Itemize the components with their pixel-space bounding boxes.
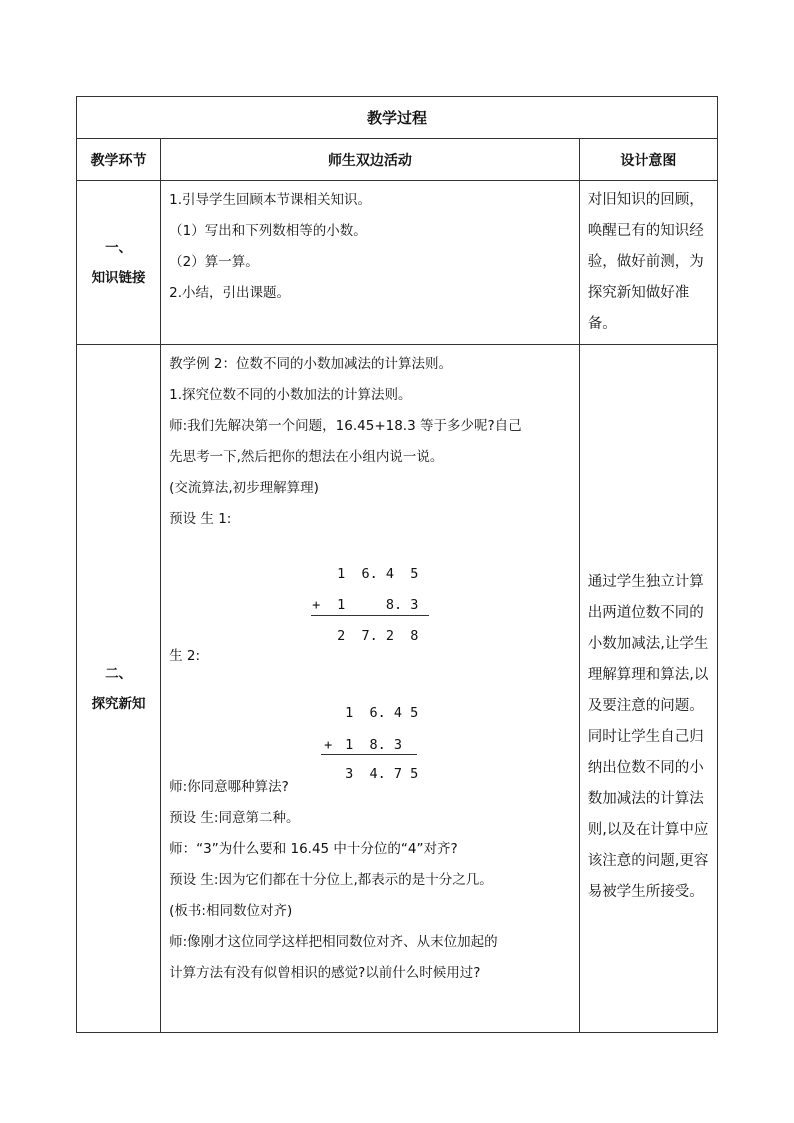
- addend-1: 1 6. 4 5: [337, 566, 419, 582]
- intent-cell-1: 对旧知识的回顾，唤醒已有的知识经验，做好前测，为探究新知做好准备。: [579, 181, 717, 345]
- activity-line: 预设 生:因为它们都在十分位上,都表示的是十分之几。: [169, 872, 493, 888]
- header-stage: 教学环节: [77, 139, 161, 181]
- activity-line: 师:你同意哪种算法?: [169, 779, 289, 795]
- sum-rule: [321, 754, 417, 755]
- activity-line: 先思考一下,然后把你的想法在小组内说一说。: [169, 449, 444, 465]
- section-knowledge-link: [77, 181, 718, 345]
- vertical-addition-1: [169, 535, 573, 644]
- activity-line: 师:我们先解决第一个问题，16.45+18.3 等于多少呢?自己: [169, 418, 522, 434]
- activity-line: 预设 生 1:: [169, 511, 232, 527]
- activity-line: (交流算法,初步理解算理): [169, 480, 319, 496]
- sum-result: 3 4. 7 5: [345, 766, 419, 782]
- sum-rule: [311, 615, 429, 616]
- teaching-process-table: [76, 96, 718, 1033]
- activities-cell-2: [161, 345, 580, 1033]
- activity-line: 1.探究位数不同的小数加法的计算法则。: [169, 387, 412, 403]
- stage-cell-1: [77, 181, 161, 345]
- addend-1: 1 6. 4 5: [345, 705, 419, 721]
- activity-line: (板书:相同数位对齐): [169, 903, 293, 919]
- sum-result: 2 7. 2 8: [337, 628, 419, 644]
- section-explore-new: [77, 345, 718, 1033]
- activity-line: （1）写出和下列数相等的小数。: [169, 223, 367, 239]
- activity-line: 1.引导学生回顾本节课相关知识。: [169, 192, 372, 208]
- activity-line: 2.小结，引出课题。: [169, 285, 291, 301]
- activity-line: 生 2:: [169, 648, 201, 664]
- addend-2: 1 8. 3: [337, 597, 419, 613]
- activity-line: （2）算一算。: [169, 254, 259, 270]
- activity-line: 师：“3”为什么要和 16.45 中十分位的“4”对齐?: [169, 841, 458, 857]
- activity-line: 教学例 2：位数不同的小数加减法的计算法则。: [169, 356, 453, 372]
- activities-cell-1: [161, 181, 580, 345]
- vertical-addition-2: [169, 672, 573, 782]
- addend-2: 1 8. 3: [345, 737, 403, 753]
- intent-cell-2: [579, 345, 717, 1033]
- stage-name: 知识链接: [91, 269, 146, 286]
- stage-name: 探究新知: [91, 695, 146, 712]
- stage-number: 二、: [105, 665, 133, 682]
- plus-sign: +: [312, 597, 321, 613]
- stage-number: 一、: [105, 239, 133, 256]
- stage-cell-2: [77, 345, 161, 1033]
- activity-line: 计算方法有没有似曾相识的感觉?以前什么时候用过?: [169, 965, 481, 981]
- table-title: 教学过程: [77, 97, 718, 139]
- activity-line: 师:像刚才这位同学这样把相同数位对齐、从末位加起的: [169, 934, 498, 950]
- plus-sign: +: [324, 737, 333, 753]
- header-intent: 设计意图: [579, 139, 717, 181]
- activity-line: 预设 生:同意第二种。: [169, 810, 300, 826]
- intent-text: 通过学生独立计算出两道位数不同的小数加减法,让学生理解算理和算法,以及要注意的问题。同时让学生自己归纳出位数不同的小数加减法的计算法则,以及在计算中应该注意的问题,更容易被学生所接受。: [587, 574, 709, 900]
- header-activities: 师生双边活动: [161, 139, 580, 181]
